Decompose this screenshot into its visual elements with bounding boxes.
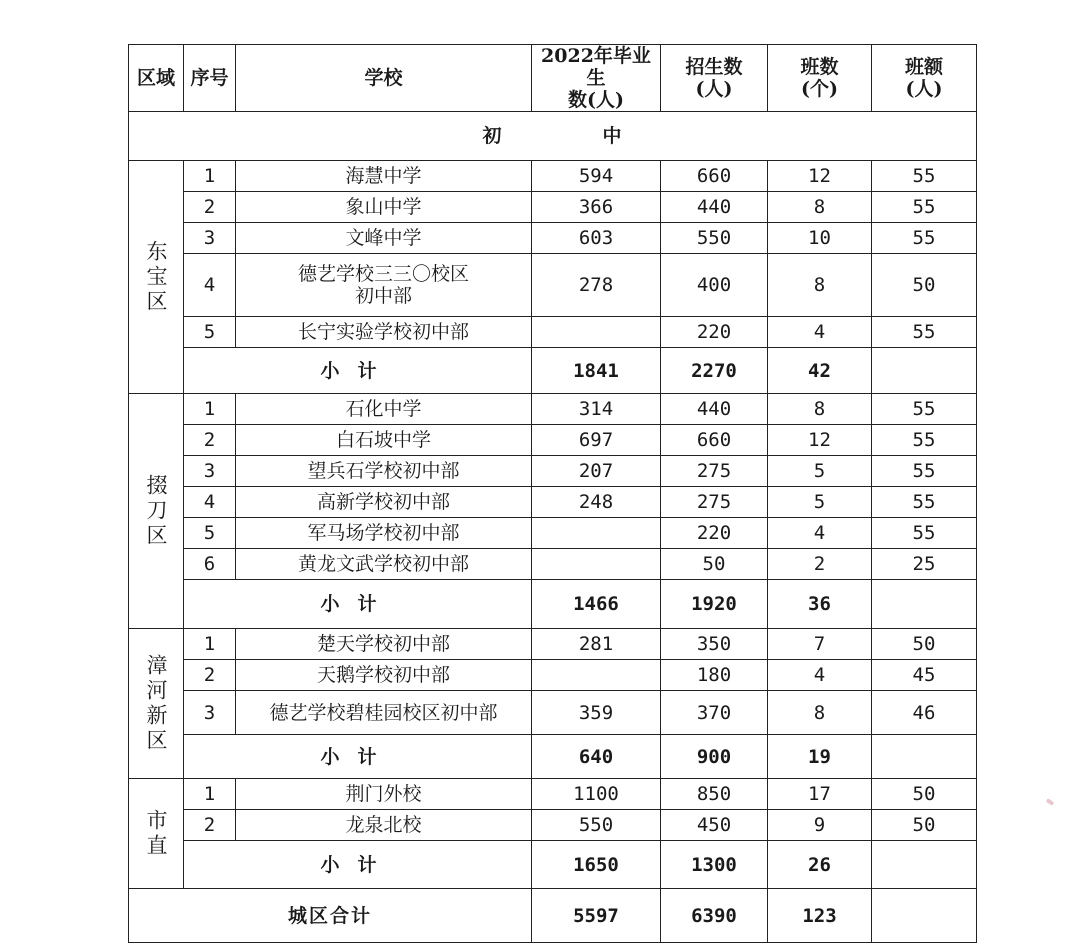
district-cell — [129, 394, 184, 629]
enroll-cell: 660 — [661, 161, 768, 192]
size-cell: 55 — [872, 425, 977, 456]
enroll-cell: 850 — [661, 779, 768, 810]
header-index: 序号 — [184, 45, 236, 112]
classes-cell: 12 — [768, 425, 872, 456]
subtotal-size — [872, 735, 977, 779]
header-size-line1: 班额 — [904, 56, 943, 78]
classes-cell: 10 — [768, 223, 872, 254]
enroll-cell: 450 — [661, 810, 768, 841]
enroll-cell: 660 — [661, 425, 768, 456]
graduates-cell: 594 — [532, 161, 661, 192]
row-no: 1 — [184, 161, 236, 192]
classes-cell: 8 — [768, 192, 872, 223]
table-row — [129, 254, 977, 317]
total-row — [129, 889, 977, 943]
header-classes-line2: (个) — [801, 78, 838, 100]
district-name: 掇刀区 — [144, 473, 168, 549]
table-row — [129, 691, 977, 735]
graduates-cell — [532, 660, 661, 691]
table-row — [129, 629, 977, 660]
school-name — [236, 254, 532, 317]
size-cell: 45 — [872, 660, 977, 691]
header-graduates — [532, 45, 661, 112]
header-enroll-line2: (人) — [695, 78, 733, 100]
section-title-part1: 初 — [482, 125, 503, 147]
graduates-cell: 697 — [532, 425, 661, 456]
school-name: 德艺学校碧桂园校区初中部 — [236, 691, 532, 735]
enroll-cell: 275 — [661, 487, 768, 518]
ink-smudge — [1046, 798, 1055, 806]
table-row — [129, 223, 977, 254]
subtotal-size — [872, 348, 977, 394]
total-label: 城区合计 — [129, 889, 532, 943]
school-name-line1: 德艺学校三三〇校区 — [297, 263, 469, 285]
enroll-cell: 220 — [661, 317, 768, 348]
header-enroll — [661, 45, 768, 112]
total-classes: 123 — [768, 889, 872, 943]
subtotal-classes: 36 — [768, 580, 872, 629]
row-no: 6 — [184, 549, 236, 580]
enroll-cell: 400 — [661, 254, 768, 317]
district-name: 漳河新区 — [144, 653, 168, 754]
header-enroll-line1: 招生数 — [685, 56, 743, 78]
header-school: 学校 — [236, 45, 532, 112]
row-no: 2 — [184, 192, 236, 223]
school-name: 海慧中学 — [236, 161, 532, 192]
enroll-cell: 275 — [661, 456, 768, 487]
subtotal-graduates: 640 — [532, 735, 661, 779]
size-cell: 55 — [872, 161, 977, 192]
graduates-cell: 550 — [532, 810, 661, 841]
total-size — [872, 889, 977, 943]
size-cell: 55 — [872, 192, 977, 223]
table-row — [129, 518, 977, 549]
graduates-cell: 207 — [532, 456, 661, 487]
graduates-cell: 603 — [532, 223, 661, 254]
row-no: 5 — [184, 317, 236, 348]
size-cell: 55 — [872, 317, 977, 348]
graduates-cell — [532, 549, 661, 580]
enroll-cell: 440 — [661, 394, 768, 425]
subtotal-size — [872, 580, 977, 629]
subtotal-enroll: 2270 — [661, 348, 768, 394]
subtotal-classes: 42 — [768, 348, 872, 394]
row-no: 1 — [184, 394, 236, 425]
row-no: 3 — [184, 223, 236, 254]
subtotal-row — [129, 735, 977, 779]
size-cell: 55 — [872, 518, 977, 549]
school-name: 石化中学 — [236, 394, 532, 425]
header-classes-line1: 班数 — [800, 56, 839, 78]
subtotal-label: 小计 — [184, 580, 532, 629]
classes-cell: 8 — [768, 394, 872, 425]
school-name: 天鹅学校初中部 — [236, 660, 532, 691]
subtotal-size — [872, 841, 977, 889]
row-no: 4 — [184, 254, 236, 317]
subtotal-label: 小计 — [184, 348, 532, 394]
subtotal-graduates: 1466 — [532, 580, 661, 629]
school-name: 黄龙文武学校初中部 — [236, 549, 532, 580]
row-no: 4 — [184, 487, 236, 518]
school-name: 长宁实验学校初中部 — [236, 317, 532, 348]
enroll-cell: 220 — [661, 518, 768, 549]
table-row — [129, 317, 977, 348]
graduates-cell — [532, 317, 661, 348]
classes-cell: 7 — [768, 629, 872, 660]
enrollment-table — [128, 44, 977, 943]
subtotal-label: 小计 — [184, 841, 532, 889]
classes-cell: 8 — [768, 254, 872, 317]
subtotal-enroll: 900 — [661, 735, 768, 779]
table-row — [129, 192, 977, 223]
total-graduates: 5597 — [532, 889, 661, 943]
graduates-cell: 248 — [532, 487, 661, 518]
section-title — [129, 112, 977, 161]
graduates-cell: 278 — [532, 254, 661, 317]
size-cell: 46 — [872, 691, 977, 735]
size-cell: 50 — [872, 779, 977, 810]
classes-cell: 17 — [768, 779, 872, 810]
header-district: 区域 — [129, 45, 184, 112]
subtotal-classes: 26 — [768, 841, 872, 889]
size-cell: 25 — [872, 549, 977, 580]
header-size — [872, 45, 977, 112]
school-name: 军马场学校初中部 — [236, 518, 532, 549]
graduates-cell — [532, 518, 661, 549]
subtotal-label: 小计 — [184, 735, 532, 779]
subtotal-enroll: 1300 — [661, 841, 768, 889]
section-title-part2: 中 — [602, 125, 623, 147]
school-name: 白石坡中学 — [236, 425, 532, 456]
size-cell: 55 — [872, 487, 977, 518]
enroll-cell: 550 — [661, 223, 768, 254]
subtotal-enroll: 1920 — [661, 580, 768, 629]
row-no: 5 — [184, 518, 236, 549]
size-cell: 50 — [872, 254, 977, 317]
section-row — [129, 112, 977, 161]
graduates-cell: 366 — [532, 192, 661, 223]
table-row — [129, 456, 977, 487]
subtotal-classes: 19 — [768, 735, 872, 779]
enroll-cell: 440 — [661, 192, 768, 223]
subtotal-row — [129, 841, 977, 889]
total-enroll: 6390 — [661, 889, 768, 943]
row-no: 1 — [184, 629, 236, 660]
row-no: 2 — [184, 810, 236, 841]
classes-cell: 4 — [768, 660, 872, 691]
classes-cell: 2 — [768, 549, 872, 580]
table-row — [129, 660, 977, 691]
district-name: 市直 — [144, 808, 168, 859]
district-name: 东宝区 — [144, 239, 168, 315]
header-classes — [768, 45, 872, 112]
row-no: 1 — [184, 779, 236, 810]
subtotal-graduates: 1650 — [532, 841, 661, 889]
district-cell — [129, 779, 184, 889]
table-row — [129, 487, 977, 518]
enroll-cell: 50 — [661, 549, 768, 580]
graduates-cell: 359 — [532, 691, 661, 735]
classes-cell: 4 — [768, 518, 872, 549]
graduates-cell: 314 — [532, 394, 661, 425]
classes-cell: 5 — [768, 487, 872, 518]
table-row — [129, 779, 977, 810]
district-cell — [129, 629, 184, 779]
school-name: 文峰中学 — [236, 223, 532, 254]
subtotal-graduates: 1841 — [532, 348, 661, 394]
row-no: 2 — [184, 660, 236, 691]
school-name: 楚天学校初中部 — [236, 629, 532, 660]
district-cell — [129, 161, 184, 394]
size-cell: 55 — [872, 456, 977, 487]
table-row — [129, 425, 977, 456]
school-name: 高新学校初中部 — [236, 487, 532, 518]
school-name: 荆门外校 — [236, 779, 532, 810]
row-no: 3 — [184, 691, 236, 735]
table-row — [129, 394, 977, 425]
classes-cell: 4 — [768, 317, 872, 348]
row-no: 2 — [184, 425, 236, 456]
classes-cell: 12 — [768, 161, 872, 192]
classes-cell: 8 — [768, 691, 872, 735]
size-cell: 55 — [872, 394, 977, 425]
header-graduates-line1: 2022年毕业生 — [541, 45, 651, 89]
school-name: 龙泉北校 — [236, 810, 532, 841]
size-cell: 50 — [872, 810, 977, 841]
table-row — [129, 810, 977, 841]
table-row — [129, 161, 977, 192]
table-row — [129, 549, 977, 580]
size-cell: 50 — [872, 629, 977, 660]
school-name-line2: 初中部 — [354, 285, 412, 307]
enroll-cell: 370 — [661, 691, 768, 735]
classes-cell: 5 — [768, 456, 872, 487]
subtotal-row — [129, 580, 977, 629]
school-name: 望兵石学校初中部 — [236, 456, 532, 487]
enroll-cell: 180 — [661, 660, 768, 691]
enroll-cell: 350 — [661, 629, 768, 660]
school-name: 象山中学 — [236, 192, 532, 223]
graduates-cell: 1100 — [532, 779, 661, 810]
header-row — [129, 45, 977, 112]
graduates-cell: 281 — [532, 629, 661, 660]
subtotal-row — [129, 348, 977, 394]
row-no: 3 — [184, 456, 236, 487]
header-size-line2: (人) — [905, 78, 943, 100]
header-graduates-line2: 数(人) — [568, 89, 624, 111]
size-cell: 55 — [872, 223, 977, 254]
classes-cell: 9 — [768, 810, 872, 841]
